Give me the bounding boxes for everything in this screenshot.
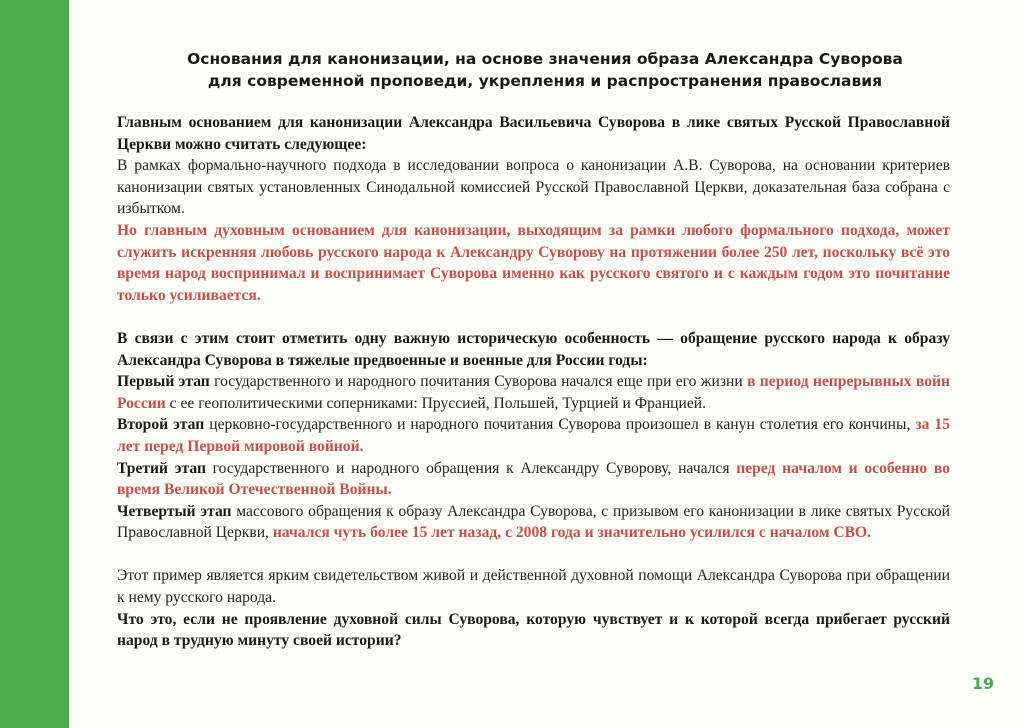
section2-heading: В связи с этим стоит отметить одну важную историческую особенность — обращение русского народа к образу Александра Суворова в тяжелые предвоенные и военные для России годы: — [117, 329, 950, 369]
stage-3-highlight: перед началом и особенно во время Великой Отечественной Войны. — [117, 459, 951, 499]
stage-1-tail: с ее геополитическими соперниками: Пруссией, Польшей, Турцией и Францией. — [165, 394, 707, 412]
stage-2-label: Второй этап — [117, 416, 205, 434]
page-number: 19 — [971, 674, 995, 693]
title-line-1: Основания для канонизации, на основе значения образа Александра Суворова — [187, 50, 903, 68]
title-line-2: для современной проповеди, укрепления и распространения православия — [207, 72, 883, 90]
stage-2-text: церковно-государственного и народного почитания Суворова произошел в канун столетия его кончины, — [204, 416, 916, 434]
conclusion-paragraph: Этот пример является ярким свидетельством живой и действенной духовной помощи Александра Суворова при обращении к нему русского народа. — [117, 567, 950, 607]
stage-1-highlight: в период непрерывных войн России — [117, 373, 950, 412]
stage-1-label: Первый этап — [117, 373, 210, 391]
conclusion-question: Что это, если не проявление духовной силы Суворова, которую чувствует и к которой всегда прибегает русский народ в трудную минуту своей истории? — [117, 610, 950, 650]
section1-highlight: Но главным духовным основанием для канонизации, выходящим за рамки любого формального подхода, может служить искренняя любовь русского народа к Александру Суворову на протяжении более 250 лет, поскольку всё это время народ воспринимал и воспринимает Суворова именно как русского святого и с каждым годом это почитание только усиливается. — [117, 221, 950, 304]
stage-4-paragraph — [117, 501, 950, 544]
section1-paragraph: В рамках формально-научного подхода в исследовании вопроса о канонизации А.В. Суворова, на основании критериев канонизации святых установленных Синодальной комиссией Русской Православной Церкви, доказательная база собрана с избытком. — [117, 157, 950, 218]
stage-4-highlight: начался чуть более 15 лет назад, с 2008 года и значительно усилился с началом СВО. — [272, 524, 872, 542]
spacer — [117, 306, 950, 328]
main-content — [117, 112, 950, 652]
stage-1-paragraph — [117, 371, 950, 414]
stage-3-paragraph — [117, 458, 950, 501]
stage-2-highlight: за 15 лет перед Первой мировой войной. — [117, 416, 950, 455]
stage-1-text: государственного и народного почитания Суворова начался еще при его жизни — [209, 373, 748, 391]
page-title — [150, 48, 940, 92]
stage-3-label: Третий этап — [117, 459, 206, 477]
stage-3-text: государственного и народного обращения к Александру Суворову, начался — [205, 459, 737, 477]
stage-2-paragraph — [117, 414, 950, 457]
stage-4-text: массового обращения к образу Александра Суворова, с призывом его канонизации в лике святых Русской Православной Церкви, — [117, 502, 950, 542]
section1-heading: Главным основанием для канонизации Александра Васильевича Суворова в лике святых Русской Православной Церкви можно считать следующее: — [117, 114, 950, 153]
green-side-bar — [0, 0, 69, 728]
stage-4-label: Четвертый этап — [117, 502, 232, 520]
spacer — [117, 544, 950, 566]
